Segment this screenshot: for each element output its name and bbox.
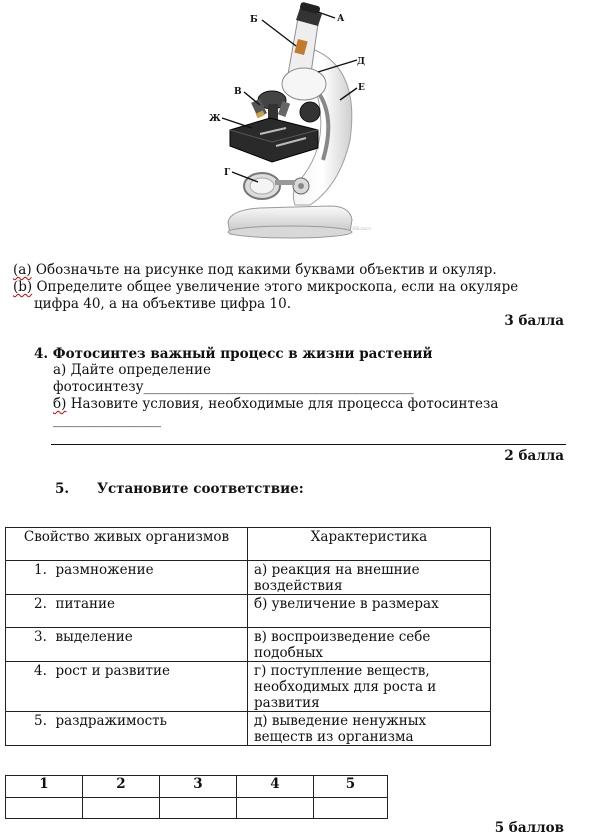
label-b: Б bbox=[250, 15, 258, 25]
matching-table bbox=[5, 527, 491, 746]
table-row bbox=[6, 595, 491, 628]
answer-header-2: 2 bbox=[83, 776, 160, 798]
q4-b-marker: б) bbox=[53, 396, 67, 412]
table-row bbox=[6, 561, 491, 595]
property-cell: 5. раздражимость bbox=[6, 712, 248, 746]
property-cell: 3. выделение bbox=[6, 628, 248, 662]
answer-header-3: 3 bbox=[160, 776, 237, 798]
q4-score: 2 балла bbox=[504, 448, 564, 464]
answer-header-4: 4 bbox=[237, 776, 314, 798]
table-row bbox=[6, 662, 491, 712]
label-v: В bbox=[234, 87, 242, 97]
matching-table-header bbox=[6, 528, 491, 561]
q3-b-marker: (b) bbox=[13, 279, 33, 295]
q3-item-a bbox=[13, 262, 497, 278]
microscope-figure bbox=[200, 0, 380, 245]
q5-score: 5 баллов bbox=[494, 820, 564, 836]
q5-number: 5. bbox=[55, 481, 70, 497]
answer-header-1: 1 bbox=[6, 776, 83, 798]
label-e: Е bbox=[358, 83, 365, 93]
answer-cell-5[interactable] bbox=[314, 798, 388, 819]
property-cell: 1. размножение bbox=[6, 561, 248, 595]
answer-table bbox=[5, 775, 388, 819]
table-row bbox=[6, 628, 491, 662]
watermark: ЯКласс bbox=[352, 226, 372, 232]
characteristic-cell: б) увеличение в размерах bbox=[248, 595, 491, 628]
header-property: Свойство живых организмов bbox=[6, 528, 248, 561]
q4-answer-line bbox=[51, 444, 566, 445]
q4-b-blank: ________________ bbox=[53, 412, 161, 428]
q4-b-line bbox=[53, 396, 498, 412]
microscope-base bbox=[228, 206, 352, 238]
label-zh: Ж bbox=[209, 114, 221, 124]
property-cell: 4. рост и развитие bbox=[6, 662, 248, 712]
label-g: Г bbox=[224, 168, 231, 178]
q3-a-marker: (a) bbox=[13, 262, 32, 278]
q4-title: 4. Фотосинтез важный процесс в жизни растений bbox=[34, 346, 433, 362]
q3-b-text-cont: цифра 40, а на объективе цифра 10. bbox=[34, 296, 291, 312]
answer-header-row bbox=[6, 776, 388, 798]
fine-focus-knob bbox=[300, 102, 320, 122]
table-row bbox=[6, 712, 491, 746]
answer-cell-1[interactable] bbox=[6, 798, 83, 819]
objective-turret bbox=[251, 91, 290, 122]
q3-a-text: Обозначьте на рисунке под какими буквами объектив и окуляр. bbox=[35, 262, 497, 278]
answer-header-5: 5 bbox=[314, 776, 388, 798]
q4-a-line2: фотосинтезу________________________________________ bbox=[53, 379, 414, 395]
answer-input-row bbox=[6, 798, 388, 819]
q3-score: 3 балла bbox=[504, 313, 564, 329]
answer-cell-4[interactable] bbox=[237, 798, 314, 819]
label-d: Д bbox=[357, 57, 366, 67]
q3-item-b bbox=[13, 279, 518, 295]
q3-b-text: Определите общее увеличение этого микроскопа, если на окуляре bbox=[36, 279, 519, 295]
q4-a-line1: а) Дайте определение bbox=[53, 362, 211, 378]
q4-b-text: Назовите условия, необходимые для процесса фотосинтеза bbox=[66, 396, 499, 412]
characteristic-cell: а) реакция на внешние воздействия bbox=[248, 561, 491, 595]
characteristic-cell: в) воспроизведение себе подобных bbox=[248, 628, 491, 662]
mirror bbox=[244, 173, 295, 199]
header-characteristic: Характеристика bbox=[248, 528, 491, 561]
microscope-tube bbox=[282, 2, 326, 100]
answer-cell-3[interactable] bbox=[160, 798, 237, 819]
property-cell: 2. питание bbox=[6, 595, 248, 628]
characteristic-cell: д) выведение ненужных веществ из организма bbox=[248, 712, 491, 746]
answer-cell-2[interactable] bbox=[83, 798, 160, 819]
label-a: А bbox=[337, 14, 345, 24]
characteristic-cell: г) поступление веществ, необходимых для роста и развития bbox=[248, 662, 491, 712]
q5-title: Установите соответствие: bbox=[97, 481, 304, 497]
